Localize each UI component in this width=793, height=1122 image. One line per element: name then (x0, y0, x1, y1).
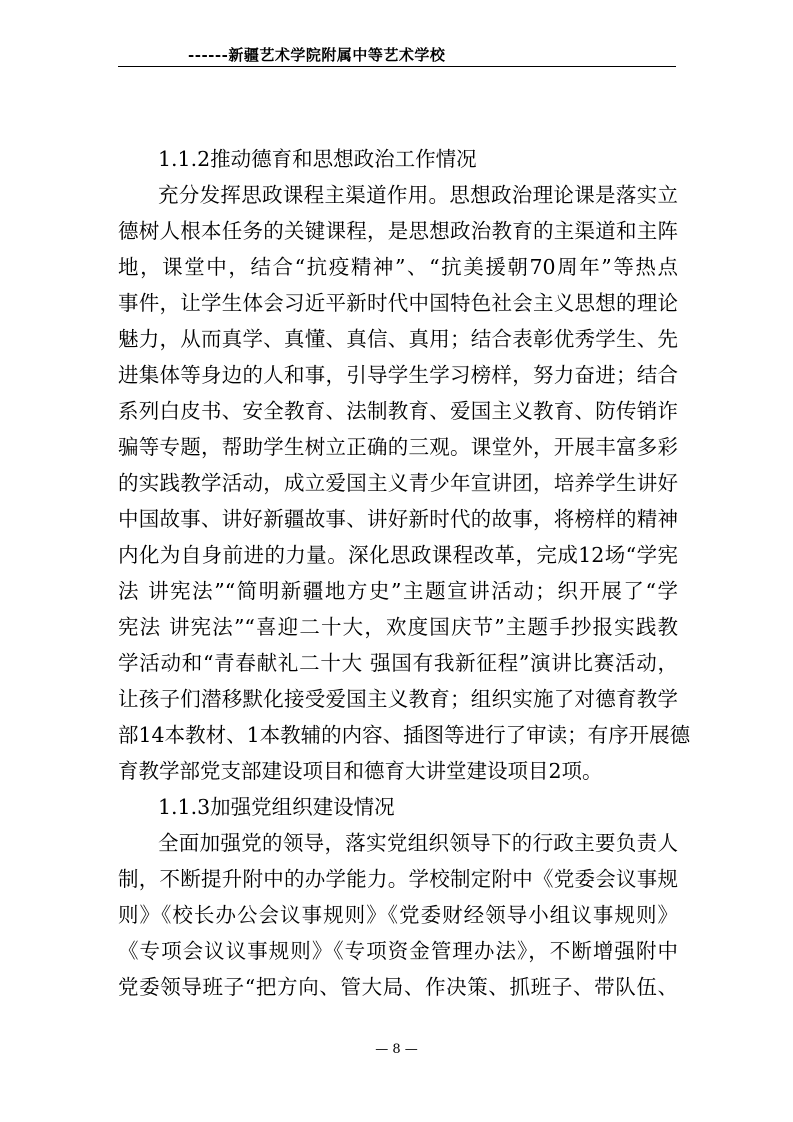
section-heading: 1.1.3加强党组织建设情况 (158, 795, 395, 819)
paragraph-line: 系列白皮书、安全教育、法制教育、爱国主义教育、防传销诈 (118, 399, 678, 423)
paragraph-line: 学活动和“青春献礼二十大 强国有我新征程”演讲比赛活动， (118, 651, 678, 675)
paragraph-line: 事件，让学生体会习近平新时代中国特色社会主义思想的理论 (118, 291, 678, 315)
page-header: ------新疆艺术学院附属中等艺术学校 (188, 46, 446, 64)
paragraph-line: 则》《校长办公会议事规则》《党委财经领导小组议事规则》 (118, 903, 678, 927)
paragraph-line: 法 讲宪法”“简明新疆地方史”主题宣讲活动；织开展了“学 (118, 579, 678, 603)
paragraph-line: 德树人根本任务的关键课程，是思想政治教育的主渠道和主阵 (118, 219, 678, 243)
paragraph-line: 育教学部党支部建设项目和德育大讲堂建设项目2项。 (118, 759, 603, 783)
page-number: — 8 — (375, 1042, 418, 1057)
paragraph-line: 党委领导班子“把方向、管大局、作决策、抓班子、带队伍、 (118, 975, 678, 999)
paragraph-line: 进集体等身边的人和事，引导学生学习榜样，努力奋进；结合 (118, 363, 678, 387)
paragraph-line: 充分发挥思政课程主渠道作用。思想政治理论课是落实立 (158, 183, 678, 207)
paragraph-line: 制，不断提升附中的办学能力。学校制定附中《党委会议事规 (118, 867, 678, 891)
header-rule (118, 66, 676, 67)
paragraph-line: 中国故事、讲好新疆故事、讲好新时代的故事，将榜样的精神 (118, 507, 678, 531)
paragraph-line: 的实践教学活动，成立爱国主义青少年宣讲团，培养学生讲好 (118, 471, 678, 495)
paragraph-line: 《专项会议议事规则》《专项资金管理办法》，不断增强附中 (118, 939, 678, 963)
paragraph-line: 魅力，从而真学、真懂、真信、真用；结合表彰优秀学生、先 (118, 327, 678, 351)
paragraph-line: 全面加强党的领导，落实党组织领导下的行政主要负责人 (158, 831, 678, 855)
paragraph-line: 内化为自身前进的力量。深化思政课程改革，完成12场“学宪 (118, 543, 678, 567)
body-text (118, 141, 691, 1005)
section-heading: 1.1.2推动德育和思想政治工作情况 (158, 147, 477, 171)
paragraph-line: 骗等专题，帮助学生树立正确的三观。课堂外，开展丰富多彩 (118, 435, 678, 459)
paragraph-line: 部14本教材、1本教辅的内容、插图等进行了审读；有序开展德 (118, 723, 691, 747)
paragraph-line: 宪法 讲宪法”“喜迎二十大，欢度国庆节”主题手抄报实践教 (118, 615, 678, 639)
paragraph-line: 让孩子们潜移默化接受爱国主义教育；组织实施了对德育教学 (118, 687, 678, 711)
paragraph-line: 地，课堂中，结合“抗疫精神”、“抗美援朝70周年”等热点 (118, 255, 678, 279)
